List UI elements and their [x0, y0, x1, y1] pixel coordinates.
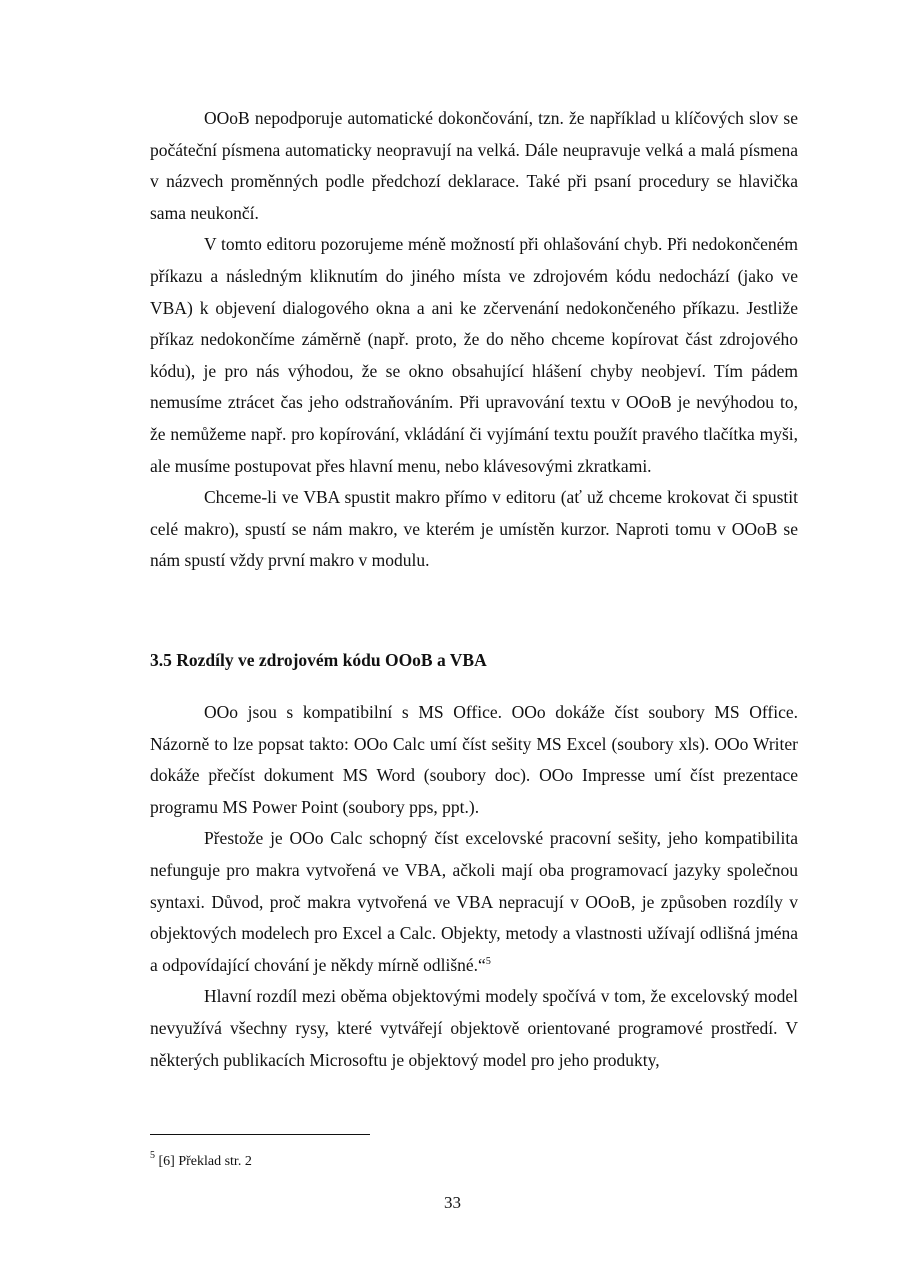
- paragraph-text: Přestože je OOo Calc schopný číst excelovské pracovní sešity, jeho kompatibilita nefunguje pro makra vytvořená ve VBA, ačkoli mají oba programovací jazyky společnou syntaxi. Důvod, proč makra vytvořená ve VBA nepracují v OOoB, je způsoben rozdíly v objektových modelech pro Excel a Calc. Objekty, metody a vlastnosti užívají odlišná jména a odpovídající chování je někdy mírně odlišné.“: [150, 828, 798, 975]
- footnote-mark: 5: [150, 1150, 155, 1161]
- body-text-top: [150, 103, 798, 577]
- paragraph: OOo jsou s kompatibilní s MS Office. OOo dokáže číst soubory MS Office. Názorně to lze popsat takto: OOo Calc umí číst sešity MS Excel (soubory xls). OOo Writer dokáže přečíst dokument MS Word (soubory doc). OOo Impresse umí číst prezentace programu MS Power Point (soubory pps, ppt.).: [150, 702, 798, 817]
- paragraph: Hlavní rozdíl mezi oběma objektovými modely spočívá v tom, že excelovský model nevyužívá všechny rysy, které vytvářejí objektově orientované programové prostředí. V některých publikacích Microsoftu je objektový model pro jeho produkty,: [150, 986, 798, 1070]
- paragraph: OOoB nepodporuje automatické dokončování, tzn. že například u klíčových slov se počáteční písmena automaticky neopravují na velká. Dále neupravuje velká a malá písmena v názvech proměnných podle předchozí deklarace. Také při psaní procedury se hlavička sama neukončí.: [150, 108, 798, 223]
- footnote-separator: [150, 1134, 370, 1135]
- footnote-reference: 5: [485, 955, 491, 967]
- footnote: [150, 1152, 252, 1172]
- paragraph: [150, 823, 798, 981]
- section-heading: 3.5 Rozdíly ve zdrojovém kódu OOoB a VBA: [150, 650, 487, 670]
- footnote-text: [6] Překlad str. 2: [155, 1154, 252, 1169]
- paragraph: Chceme-li ve VBA spustit makro přímo v editoru (ať už chceme krokovat či spustit celé makro), spustí se nám makro, ve kterém je umístěn kurzor. Naproti tomu v OOoB se nám spustí vždy první makro v modulu.: [150, 487, 798, 571]
- body-text-bottom: [150, 697, 798, 1076]
- paragraph: V tomto editoru pozorujeme méně možností při ohlašování chyb. Při nedokončeném příkazu a následným kliknutím do jiného místa ve zdrojovém kódu nedochází (jako ve VBA) k objevení dialogového okna a ani ke zčervenání nedokončeného příkazu. Jestliže příkaz nedokončíme záměrně (např. proto, že do něho chceme kopírovat část zdrojového kódu), je pro nás výhodou, že se okno obsahující hlášení chyby neobjeví. Tím pádem nemusíme ztrácet čas jeho odstraňováním. Při upravování textu v OOoB je nevýhodou to, že nemůžeme např. pro kopírování, vkládání či vyjímání textu použít pravého tlačítka myši, ale musíme postupovat přes hlavní menu, nebo klávesovými zkratkami.: [150, 234, 798, 476]
- page-number: 33: [444, 1193, 461, 1212]
